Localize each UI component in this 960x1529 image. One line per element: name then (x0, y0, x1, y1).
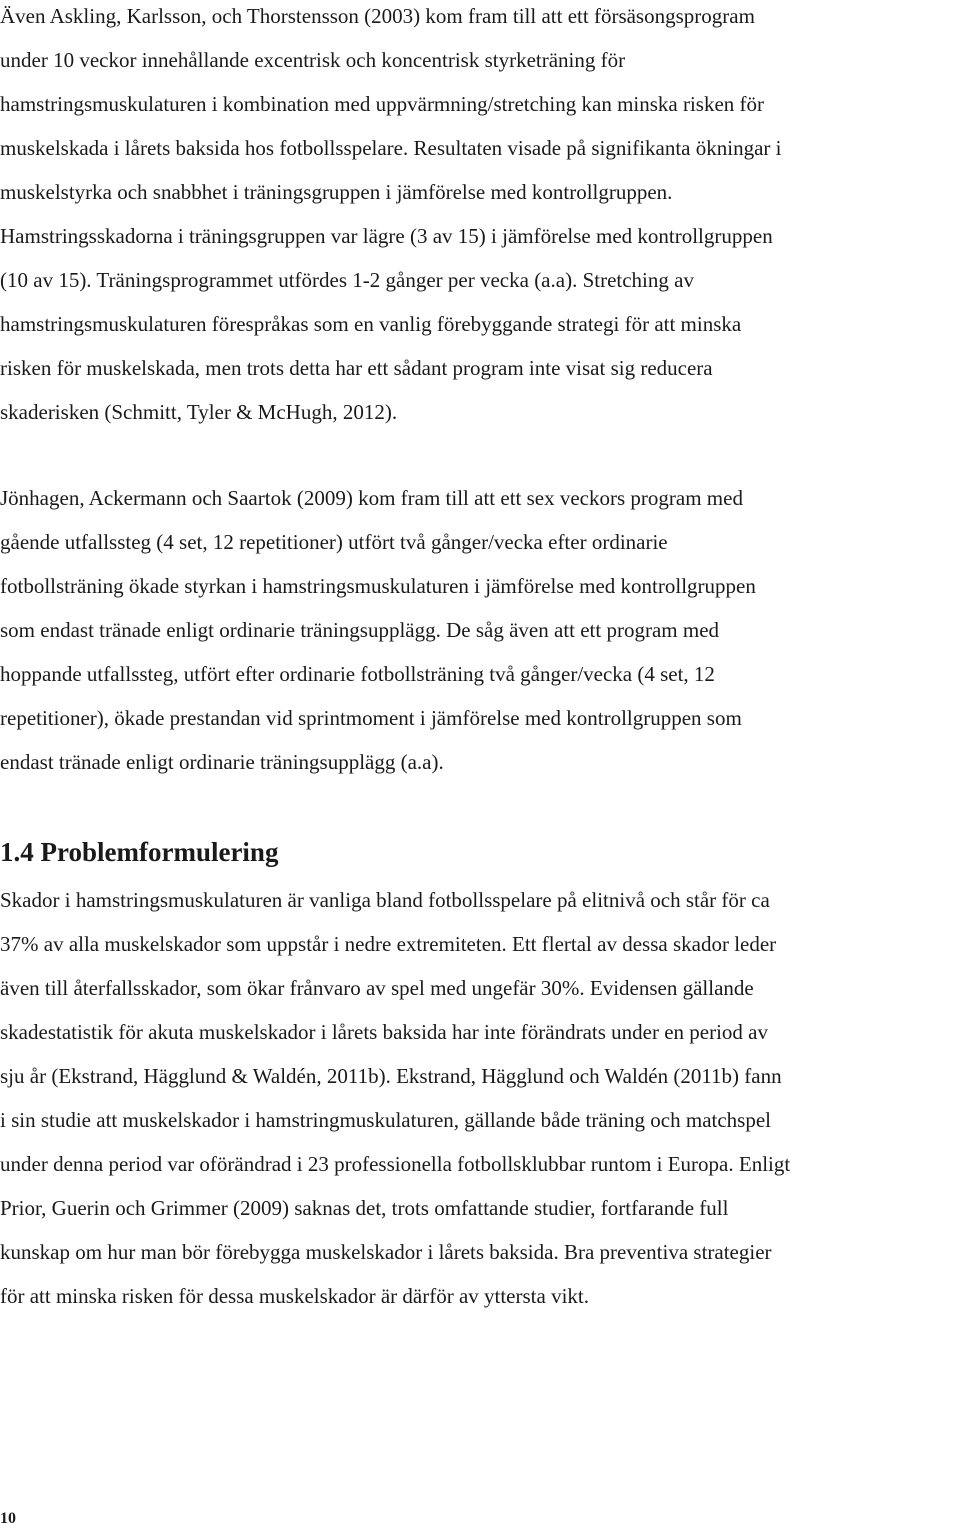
text-line: Jönhagen, Ackermann och Saartok (2009) kom fram till att ett sex veckors program med (0, 486, 743, 510)
text-line: för att minska risken för dessa muskelskador är därför av yttersta vikt. (0, 1284, 589, 1308)
text-line: (10 av 15). Träningsprogrammet utfördes 1-2 gånger per vecka (a.a). Stretching av (0, 268, 694, 292)
text-line: endast tränade enligt ordinarie träningsupplägg (a.a). (0, 750, 444, 774)
page-number: 10 (0, 1510, 16, 1527)
text-line: Skador i hamstringsmuskulaturen är vanliga bland fotbollsspelare på elitnivå och står för ca (0, 888, 770, 912)
text-line: gående utfallssteg (4 set, 12 repetitioner) utfört två gånger/vecka efter ordinarie (0, 530, 668, 554)
text-line: 37% av alla muskelskador som uppstår i nedre extremiteten. Ett flertal av dessa skador leder (0, 932, 777, 956)
text-line: sju år (Ekstrand, Hägglund & Waldén, 2011b). Ekstrand, Hägglund och Waldén (2011b) fann (0, 1064, 782, 1088)
text-line: hamstringsmuskulaturen i kombination med uppvärmning/stretching kan minska risken för (0, 92, 765, 116)
text-line: som endast tränade enligt ordinarie träningsupplägg. De såg även att ett program med (0, 618, 720, 642)
section-heading: 1.4 Problemformulering (0, 837, 279, 867)
text-line: under denna period var oförändrad i 23 professionella fotbollsklubbar runtom i Europa. Enligt (0, 1152, 791, 1176)
text-line: repetitioner), ökade prestandan vid sprintmoment i jämförelse med kontrollgruppen som (0, 706, 742, 730)
text-line: Prior, Guerin och Grimmer (2009) saknas det, trots omfattande studier, fortfarande full (0, 1196, 729, 1220)
text-line: även till återfallsskador, som ökar frånvaro av spel med ungefär 30%. Evidensen gällande (0, 976, 754, 1000)
text-line: kunskap om hur man bör förebygga muskelskador i lårets baksida. Bra preventiva strategier (0, 1240, 772, 1264)
text-line: risken för muskelskada, men trots detta har ett sådant program inte visat sig reducera (0, 356, 713, 380)
text-line: skadestatistik för akuta muskelskador i lårets baksida har inte förändrats under en period av (0, 1020, 769, 1044)
text-line: fotbollsträning ökade styrkan i hamstringsmuskulaturen i jämförelse med kontrollgruppen (0, 574, 756, 598)
text-line: Även Askling, Karlsson, och Thorstensson (2003) kom fram till att ett försäsongsprogram (0, 4, 755, 28)
text-line: muskelskada i lårets baksida hos fotbollsspelare. Resultaten visade på signifikanta ökningar i (0, 136, 782, 160)
text-line: i sin studie att muskelskador i hamstringmuskulaturen, gällande både träning och matchspel (0, 1108, 771, 1132)
text-line: skaderisken (Schmitt, Tyler & McHugh, 2012). (0, 400, 398, 424)
text-line: Hamstringsskadorna i träningsgruppen var lägre (3 av 15) i jämförelse med kontrollgruppen (0, 224, 773, 248)
text-line: hoppande utfallssteg, utfört efter ordinarie fotbollsträning två gånger/vecka (4 set, 12 (0, 662, 715, 686)
text-line: under 10 veckor innehållande excentrisk och koncentrisk styrketräning för (0, 48, 626, 72)
text-line: hamstringsmuskulaturen förespråkas som en vanlig förebyggande strategi för att minska (0, 312, 742, 336)
text-line: muskelstyrka och snabbhet i träningsgruppen i jämförelse med kontrollgruppen. (0, 180, 673, 204)
